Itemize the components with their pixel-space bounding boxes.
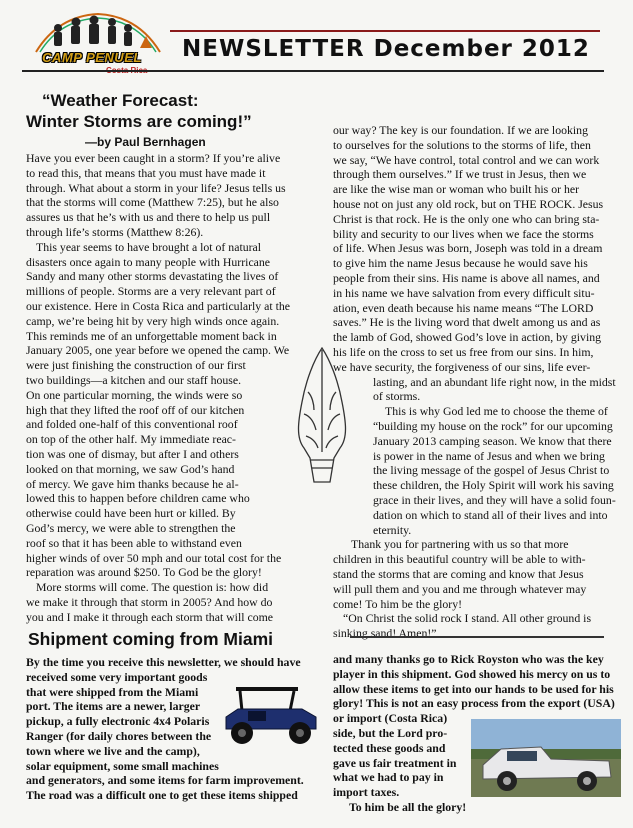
text-line: what we had to pay in <box>333 770 444 785</box>
text-line: gave us fair treatment in <box>333 755 457 770</box>
text-line: Sandy and many other storms devastating the lives of <box>26 269 279 284</box>
text-line: through life’s storms (Matthew 8:26). <box>26 224 204 239</box>
text-line: and many thanks go to Rick Royston who was the key <box>333 652 604 666</box>
utility-vehicle-icon <box>218 683 324 747</box>
text-line: otherwise could have been hurt or killed. By <box>26 506 236 521</box>
text-line: to ourselves for the solutions to the storms of life, then <box>333 137 591 152</box>
text-line: “On Christ the solid rock I stand. All other ground is <box>343 611 592 626</box>
text-line: through them ourselves.” If we trust in Jesus, then we <box>333 167 587 182</box>
text-line: and folded one-half of this conventional roof <box>26 417 238 432</box>
text-line: his life on the cross to set us free from our sins. In him, <box>333 344 594 359</box>
text-line: higher winds of over 50 mph and our total cost for the <box>26 550 282 565</box>
text-line: that the storms will come (Matthew 7:25), but he also <box>26 195 279 210</box>
text-line: saves.” He is the living word that dwelt among us and as <box>333 315 601 330</box>
newsletter-title: NEWSLETTER December 2012 <box>182 36 590 62</box>
text-line: solar equipment, some small machines <box>26 758 219 773</box>
masthead-top-rule <box>170 30 600 32</box>
text-line: glory! This is not an easy process from the export (USA) <box>333 696 615 711</box>
text-line: our existence. Here in Costa Rica and particularly at the <box>26 298 291 313</box>
text-line: camp, we’re being hit by very high winds once again. <box>26 313 280 328</box>
text-line: we make it through that storm in 2005? And how do <box>26 594 273 609</box>
text-line: port. The items are a newer, larger <box>26 699 201 714</box>
text-line: By the time you receive this newsletter, we should have <box>26 655 301 669</box>
text-line: sinking sand! Amen!” <box>333 626 437 641</box>
text-line: high that they lifted the roof off of our kitchen <box>26 402 245 417</box>
text-line: we say, “We have control, total control and we can work <box>333 152 600 167</box>
text-line: bility and security to our lives when we face the storms <box>333 226 594 241</box>
text-line: Thank you for partnering with us so that more <box>351 537 569 552</box>
text-line: looked on that morning, we saw God’s hand <box>26 461 235 476</box>
text-line: through. What about a storm in your life? Jesus tells us <box>26 180 286 195</box>
text-line: lasting, and an abundant life right now, in the midst <box>373 374 616 389</box>
shipment-article-title: Shipment coming from Miami <box>28 629 274 649</box>
text-line: two buildings—a kitchen and our staff house. <box>26 372 242 387</box>
text-line: the living message of the gospel of Jesus Christ to <box>373 463 610 478</box>
text-line: Have you ever been caught in a storm? If you’re alive <box>26 151 281 165</box>
text-line: God’s mercy, we were able to strengthen the <box>26 520 236 535</box>
text-line: the lamb of God, showed God’s love in action, by giving <box>333 330 602 345</box>
text-line: our way? The key is our foundation. If we are looking <box>333 123 588 137</box>
article1-right-column <box>333 123 619 641</box>
text-line: The road was a difficult one to get these items shipped <box>26 788 298 803</box>
text-line: allow these items to get into our hands to be used for his <box>333 681 614 696</box>
logo-name: CAMP PENUEL <box>42 50 142 65</box>
text-line: these children, the Holy Spirit will work his saving <box>373 478 614 493</box>
text-line: reparation was around $250. To God be the glory! <box>26 565 262 580</box>
text-line: and generators, and some items for farm improvement. <box>26 773 304 788</box>
text-line: ation, even death because his name means “The LORD <box>333 300 594 315</box>
text-line: come! To him be the glory! <box>333 596 463 611</box>
text-line: children in this beautiful country will be able to with- <box>333 552 586 567</box>
text-line: roof so that it has been able to withstand even <box>26 535 242 550</box>
text-line: side, but the Lord pro- <box>333 725 448 740</box>
text-line: you and I make it through each storm that will come <box>26 609 274 624</box>
text-line: More storms will come. The question is: how did <box>36 580 269 595</box>
text-line: Ranger (for daily chores between the <box>26 728 212 743</box>
article-title-line2: Winter Storms are coming!” <box>26 112 252 131</box>
text-line: to give him the name Jesus because he would save his <box>333 256 588 271</box>
text-line: town where we live and the camp), <box>26 743 200 758</box>
text-line: house not on just any old rock, but on THE ROCK. Jesus <box>333 196 604 211</box>
text-line: to read this, that means that you must have made it <box>26 165 266 180</box>
text-line: were just finishing the construction of our first <box>26 358 246 373</box>
text-line: assures us that he’s with us and there to help us pull <box>26 210 271 225</box>
text-line: or import (Costa Rica) <box>333 711 448 726</box>
text-line: on top of the other half. My immediate reac- <box>26 432 236 447</box>
text-line: received some very important goods <box>26 669 208 684</box>
text-line: Christ is that rock. He is the only one who can bring sta- <box>333 211 600 226</box>
text-line: tion was one of dismay, but after I and others <box>26 446 239 461</box>
text-line: we have security, the forgiveness of our sins, life ever- <box>333 359 591 374</box>
text-line: pickup, a fully electronic 4x4 Polaris <box>26 714 210 729</box>
text-line: is power in the name of Jesus and when we bring <box>373 448 605 463</box>
text-line: lowed this to happen before children came who <box>26 491 250 506</box>
text-line: millions of people. Storms are a very relevant part of <box>26 284 276 299</box>
text-line: To him be all the glory! <box>349 799 467 814</box>
text-line: eternity. <box>373 522 412 537</box>
text-line: of life. When Jesus was born, Joseph was told in a dream <box>333 241 603 256</box>
text-line: that were shipped from the Miami <box>26 684 199 699</box>
pickup-truck-icon <box>471 719 621 797</box>
text-line: stand the storms that are coming and know that Jesus <box>333 566 584 581</box>
text-line: import taxes. <box>333 785 400 800</box>
logo-subtitle: Costa Rica <box>106 66 148 75</box>
article-byline: —by Paul Bernhagen <box>85 135 206 149</box>
text-line: tected these goods and <box>333 740 446 755</box>
section-divider <box>350 636 604 638</box>
text-line: disasters once again to many people with Hurricane <box>26 254 271 269</box>
text-line: grace in their lives, and they will have a solid foun- <box>373 492 616 507</box>
article-title-line1: “Weather Forecast: <box>42 91 199 110</box>
text-line: January 2013 camping season. We know that there <box>373 433 612 448</box>
text-line: are like the wise man or woman who built his or her <box>333 182 580 197</box>
text-line: On one particular morning, the winds were so <box>26 387 243 402</box>
text-line: of storms. <box>373 389 421 404</box>
text-line: This is why God led me to choose the theme of <box>385 404 608 419</box>
text-line: dation on which to stand all of their lives and into <box>373 507 608 522</box>
masthead-bottom-rule <box>22 70 604 72</box>
text-line: people from their sins. His name is above all names, and <box>333 270 600 285</box>
camp-penuel-logo <box>28 6 168 76</box>
text-line: January 2005, one year before we opened the camp. We <box>26 343 290 358</box>
text-line: of mercy. We gave him thanks because he al- <box>26 476 239 491</box>
text-line: will pull them and you and me through whatever may <box>333 581 587 596</box>
text-line: “building my house on the rock” for our upcoming <box>373 418 613 433</box>
text-line: This year seems to have brought a lot of natural <box>36 239 262 254</box>
text-line: in his name we have salvation from every difficult situ- <box>333 285 595 300</box>
article1-left-column <box>26 151 328 625</box>
text-line: This reminds me of an unforgettable moment back in <box>26 328 277 343</box>
text-line: player in this shipment. God showed his mercy on us to <box>333 666 611 681</box>
